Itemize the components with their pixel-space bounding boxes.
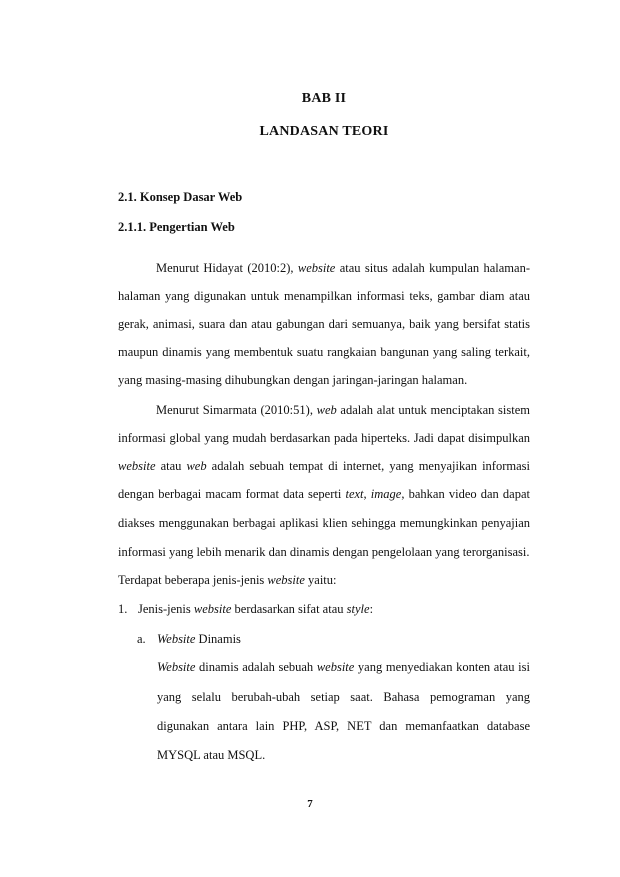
para2-line3: website atau web adalah sebuah tempat di internet, yang menyajikan informasi xyxy=(118,459,530,473)
sublist-item-title: Website Dinamis xyxy=(157,632,241,646)
para1-line4: maupun dinamis yang membentuk suatu rangkaian bangunan yang saling terkait, xyxy=(118,345,530,359)
page-number: 7 xyxy=(307,798,313,810)
sublist-line3: digunakan antara lain PHP, ASP, NET dan memanfaatkan database xyxy=(157,719,530,733)
para3-line: Terdapat beberapa jenis-jenis website yaitu: xyxy=(118,573,337,587)
subsection-heading: 2.1.1. Pengertian Web xyxy=(118,220,235,234)
list-item-text: Jenis-jenis website berdasarkan sifat atau style: xyxy=(138,602,374,616)
sublist-line1: Website dinamis adalah sebuah website yang menyediakan konten atau isi xyxy=(157,660,530,674)
sublist-line2: yang selalu berubah-ubah setiap saat. Bahasa pemograman yang xyxy=(157,690,530,704)
sublist-letter: a. xyxy=(137,632,146,646)
sublist-line4: MYSQL atau MSQL. xyxy=(157,748,266,762)
para1-line3: gerak, animasi, suara dan atau gabungan dari semuanya, baik yang bersifat statis xyxy=(118,317,530,331)
section-heading: 2.1. Konsep Dasar Web xyxy=(118,190,243,204)
chapter-title: LANDASAN TEORI xyxy=(259,124,389,139)
para2-line2: informasi global yang mudah berdasarkan pada hiperteks. Jadi dapat disimpulkan xyxy=(118,431,530,445)
para1-line2: halaman yang digunakan untuk menampilkan informasi teks, gambar diam atau xyxy=(118,289,530,303)
para2-line6: informasi yang lebih menarik dan dinamis dengan pengelolaan yang terorganisasi. xyxy=(118,545,530,559)
para2-line1: Menurut Simarmata (2010:51), web adalah alat untuk menciptakan sistem xyxy=(156,403,530,417)
para2-line4: dengan berbagai macam format data seperti text, image, bahkan video dan dapat xyxy=(118,487,531,501)
list-number: 1. xyxy=(118,602,128,616)
para1-line5: yang masing-masing dihubungkan dengan jaringan-jaringan halaman. xyxy=(118,373,468,387)
chapter-label: BAB II xyxy=(301,91,347,106)
para1-line1: Menurut Hidayat (2010:2), website atau situs adalah kumpulan halaman- xyxy=(156,261,530,275)
para2-line5: diakses menggunakan berbagai aplikasi klien sehingga memungkinkan penyajian xyxy=(118,516,530,530)
